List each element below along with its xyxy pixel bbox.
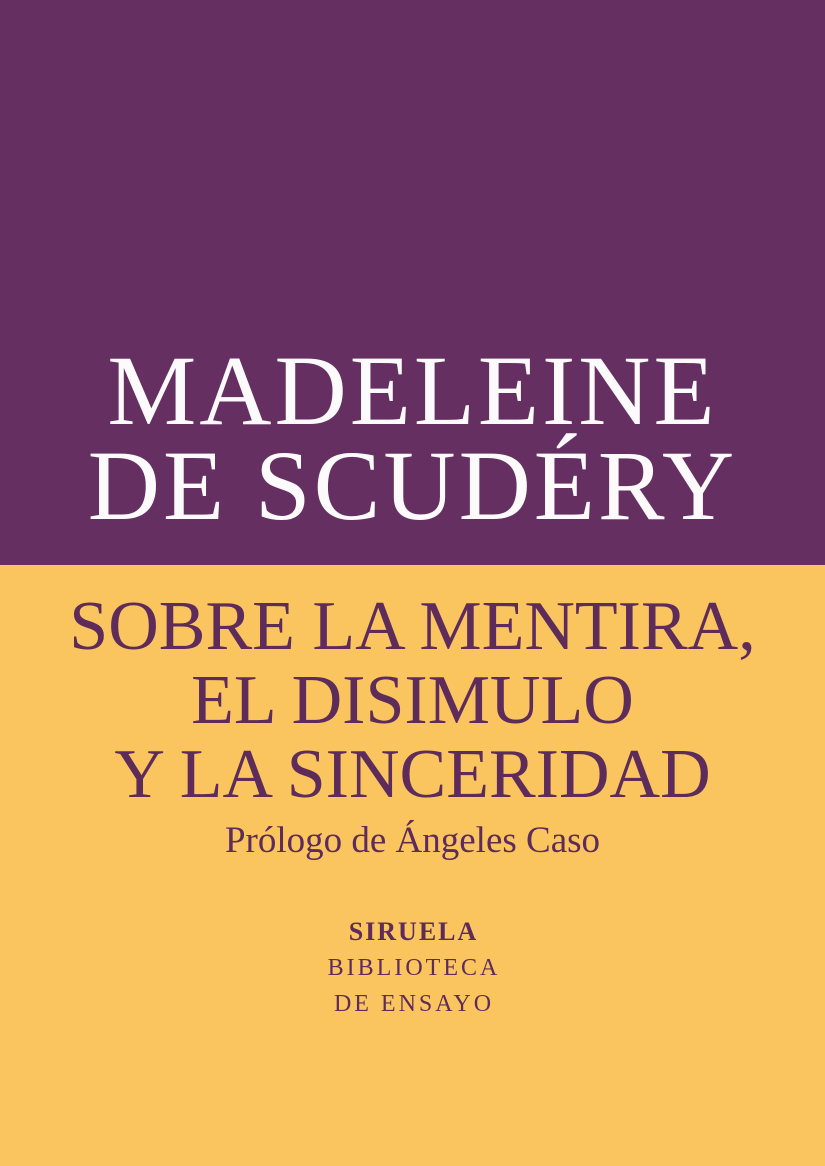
publisher-name: SIRUELA — [348, 917, 479, 946]
author-name — [0, 335, 825, 541]
author-name-line1: MADELEINE — [107, 335, 718, 446]
author-name-line2: DE SCUDÉRY — [87, 430, 738, 541]
book-title — [0, 590, 825, 812]
book-title-line1: SOBRE LA MENTIRA, — [69, 588, 756, 665]
book-title-line2: EL DISIMULO — [191, 662, 634, 739]
collection-name-line2: DE ENSAYO — [333, 991, 495, 1017]
publisher-block — [0, 914, 825, 1022]
book-title-line3: Y LA SINCERIDAD — [114, 736, 711, 813]
prologue-credit: Prólogo de Ángeles Caso — [224, 820, 601, 861]
collection-name-line1: BIBLIOTECA — [327, 955, 501, 981]
